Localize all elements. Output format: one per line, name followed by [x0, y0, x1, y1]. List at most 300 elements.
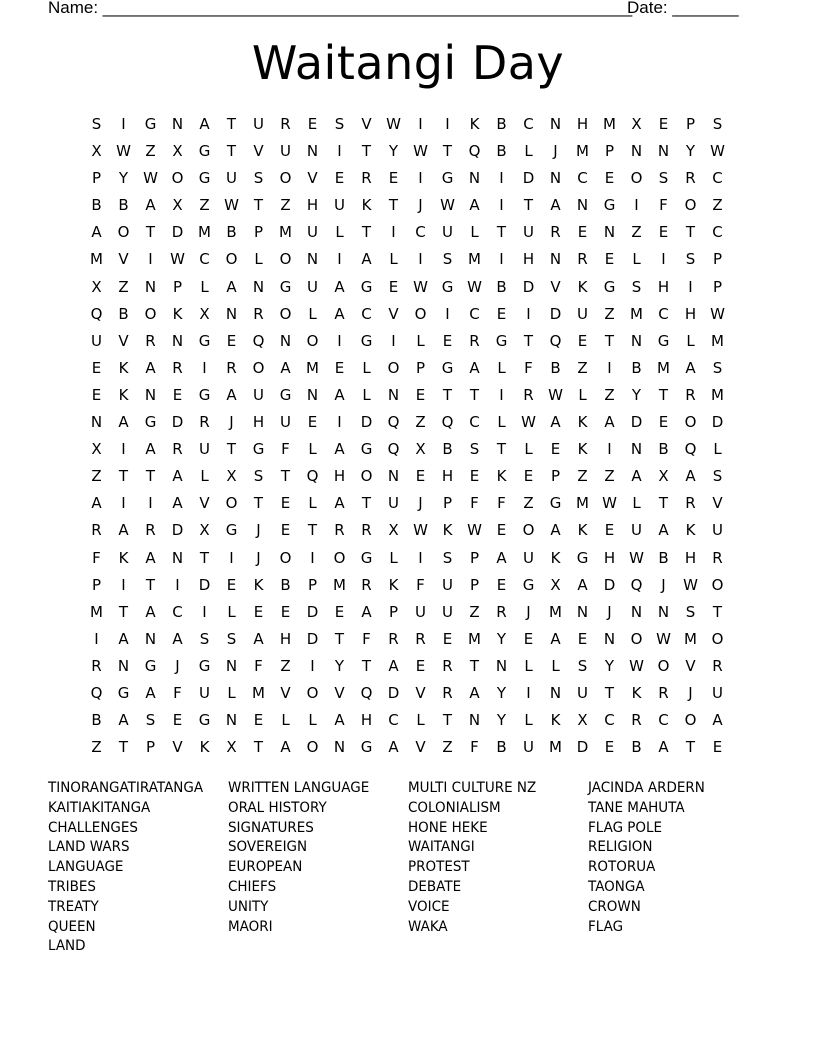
grid-letter: K	[361, 196, 372, 215]
grid-letter: O	[711, 575, 724, 594]
grid-letter: T	[604, 331, 615, 350]
grid-letter: R	[388, 629, 399, 648]
grid-letter: S	[91, 115, 102, 133]
grid-letter: R	[145, 521, 156, 540]
grid-letter: T	[523, 331, 534, 350]
grid-letter: K	[577, 277, 588, 296]
grid-letter: R	[253, 304, 264, 323]
grid-letter: E	[334, 602, 345, 621]
grid-letter: I	[310, 656, 315, 675]
grid-letter: N	[549, 683, 562, 702]
grid-letter: B	[658, 440, 669, 459]
grid-letter: S	[253, 467, 264, 486]
grid-letter: G	[198, 169, 211, 188]
grid-letter: V	[172, 738, 183, 757]
grid-letter: G	[360, 331, 373, 350]
grid-letter: A	[550, 196, 561, 215]
grid-letter: R	[172, 358, 183, 377]
grid-letter: D	[522, 169, 535, 188]
grid-letter: N	[90, 413, 103, 432]
grid-letter: M	[576, 142, 589, 161]
grid-letter: U	[199, 440, 210, 459]
grid-letter: R	[712, 656, 723, 675]
grid-letter: N	[144, 277, 157, 296]
grid-letter: A	[253, 629, 264, 648]
grid-letter: Q	[306, 467, 319, 486]
grid-letter: L	[524, 656, 533, 675]
grid-letter: V	[280, 683, 291, 702]
grid-letter: A	[685, 358, 696, 377]
grid-letter: G	[657, 331, 670, 350]
grid-letter: M	[603, 115, 616, 133]
grid-letter: R	[280, 115, 291, 133]
grid-letter: W	[521, 413, 536, 432]
word-list-item: CHALLENGES	[48, 819, 138, 836]
grid-letter: V	[118, 250, 129, 269]
grid-letter: X	[577, 711, 588, 730]
grid-letter: W	[116, 142, 131, 161]
grid-letter: B	[496, 142, 507, 161]
word-list-item: EUROPEAN	[228, 859, 303, 876]
grid-letter: V	[415, 683, 426, 702]
grid-letter: E	[658, 115, 669, 133]
grid-letter: G	[279, 277, 292, 296]
grid-letter: R	[442, 656, 453, 675]
grid-letter: T	[496, 223, 507, 242]
word-list-item: ORAL HISTORY	[228, 799, 327, 816]
grid-letter: K	[118, 548, 129, 567]
grid-letter: E	[172, 385, 183, 404]
grid-letter: U	[307, 277, 318, 296]
grid-letter: M	[657, 358, 670, 377]
grid-letter: Q	[90, 683, 103, 702]
grid-letter: R	[469, 331, 480, 350]
grid-letter: U	[442, 602, 453, 621]
grid-letter: T	[334, 629, 345, 648]
grid-letter: E	[523, 467, 534, 486]
grid-letter: N	[387, 467, 400, 486]
grid-letter: U	[442, 223, 453, 242]
grid-letter: E	[496, 304, 507, 323]
grid-letter: S	[442, 548, 453, 567]
grid-letter: H	[441, 467, 454, 486]
grid-letter: C	[199, 250, 210, 269]
word-list-item: WAITANGI	[408, 839, 475, 856]
grid-letter: M	[90, 250, 103, 269]
grid-letter: S	[226, 629, 237, 648]
grid-letter: J	[688, 683, 693, 702]
grid-letter: A	[118, 629, 129, 648]
grid-letter: O	[279, 304, 292, 323]
grid-letter: A	[550, 521, 561, 540]
grid-letter: B	[496, 277, 507, 296]
grid-letter: X	[91, 277, 102, 296]
grid-letter: K	[118, 358, 129, 377]
grid-letter: R	[334, 521, 345, 540]
grid-letter: I	[445, 115, 450, 133]
grid-letter: D	[522, 277, 535, 296]
grid-letter: I	[418, 250, 423, 269]
grid-letter: R	[361, 575, 372, 594]
grid-letter: U	[523, 223, 534, 242]
grid-letter: D	[306, 602, 319, 621]
grid-letter: O	[630, 169, 643, 188]
grid-letter: V	[307, 169, 318, 188]
grid-letter: S	[712, 115, 723, 133]
grid-letter: L	[578, 385, 587, 404]
grid-letter: N	[630, 602, 643, 621]
grid-letter: E	[334, 358, 345, 377]
grid-letter: A	[550, 629, 561, 648]
grid-letter: U	[631, 521, 642, 540]
grid-letter: D	[171, 413, 184, 432]
grid-letter: O	[414, 304, 427, 323]
grid-letter: G	[441, 358, 454, 377]
word-list-item: COLONIALISM	[408, 799, 501, 816]
grid-letter: P	[712, 250, 723, 269]
grid-letter: O	[684, 413, 697, 432]
grid-letter: E	[496, 575, 507, 594]
grid-letter: T	[712, 602, 723, 621]
grid-letter: T	[307, 521, 318, 540]
grid-letter: Y	[118, 169, 129, 188]
word-list-item: CHIEFS	[228, 878, 277, 895]
grid-letter: G	[144, 413, 157, 432]
grid-letter: A	[712, 711, 723, 730]
grid-letter: T	[253, 738, 264, 757]
grid-letter: I	[202, 358, 207, 377]
grid-letter: U	[523, 738, 534, 757]
grid-letter: F	[470, 738, 479, 757]
grid-letter: F	[416, 575, 425, 594]
grid-letter: V	[550, 277, 561, 296]
grid-letter: W	[224, 196, 239, 215]
grid-letter: W	[143, 169, 158, 188]
grid-letter: I	[121, 494, 126, 513]
grid-letter: K	[631, 683, 642, 702]
grid-letter: B	[550, 358, 561, 377]
grid-letter: A	[388, 656, 399, 675]
grid-letter: L	[281, 711, 290, 730]
grid-letter: A	[199, 115, 210, 133]
grid-letter: W	[467, 277, 482, 296]
grid-letter: R	[685, 169, 696, 188]
grid-letter: N	[657, 142, 670, 161]
grid-letter: A	[685, 467, 696, 486]
grid-letter: A	[145, 683, 156, 702]
grid-letter: I	[661, 250, 666, 269]
grid-letter: T	[658, 385, 669, 404]
grid-letter: G	[576, 548, 589, 567]
grid-letter: V	[388, 304, 399, 323]
grid-letter: Z	[604, 304, 615, 323]
grid-letter: I	[337, 331, 342, 350]
word-list-item: LAND	[48, 938, 86, 955]
grid-letter: I	[121, 575, 126, 594]
grid-letter: A	[334, 494, 345, 513]
grid-letter: R	[91, 521, 102, 540]
grid-letter: N	[603, 223, 616, 242]
grid-letter: R	[550, 223, 561, 242]
grid-letter: P	[604, 142, 615, 161]
grid-letter: C	[658, 304, 669, 323]
grid-letter: M	[684, 629, 697, 648]
grid-letter: H	[684, 304, 697, 323]
word-list-item: FLAG POLE	[588, 819, 663, 836]
grid-letter: H	[657, 277, 670, 296]
grid-letter: A	[172, 467, 183, 486]
grid-letter: Z	[91, 467, 102, 486]
date-field-label: Date: _______	[627, 0, 739, 17]
grid-letter: L	[308, 440, 317, 459]
grid-letter: R	[226, 358, 237, 377]
grid-letter: N	[468, 169, 481, 188]
grid-letter: E	[415, 385, 426, 404]
grid-letter: H	[522, 250, 535, 269]
grid-letter: L	[308, 304, 317, 323]
grid-letter: W	[602, 494, 617, 513]
grid-letter: A	[469, 358, 480, 377]
grid-letter: X	[658, 467, 669, 486]
grid-letter: G	[360, 277, 373, 296]
grid-letter: E	[604, 738, 615, 757]
grid-letter: Y	[334, 656, 345, 675]
grid-letter: G	[279, 385, 292, 404]
grid-letter: Z	[280, 196, 291, 215]
grid-letter: A	[631, 467, 642, 486]
grid-letter: T	[226, 115, 237, 133]
grid-letter: K	[685, 521, 696, 540]
grid-letter: T	[253, 494, 264, 513]
word-list-item: TANE MAHUTA	[588, 799, 685, 816]
word-list-item: QUEEN	[48, 918, 96, 935]
grid-letter: K	[199, 738, 210, 757]
grid-letter: O	[306, 738, 319, 757]
grid-letter: T	[388, 196, 399, 215]
grid-letter: E	[577, 629, 588, 648]
grid-letter: F	[362, 629, 371, 648]
grid-letter: H	[576, 115, 589, 133]
grid-letter: E	[91, 385, 102, 404]
grid-letter: I	[634, 196, 639, 215]
grid-letter: D	[306, 629, 319, 648]
grid-letter: J	[256, 548, 261, 567]
grid-letter: G	[495, 331, 508, 350]
grid-letter: N	[306, 385, 319, 404]
word-list-item: JACINDA ARDERN	[588, 780, 705, 796]
grid-letter: I	[337, 142, 342, 161]
grid-letter: A	[658, 738, 669, 757]
grid-letter: L	[416, 711, 425, 730]
grid-letter: M	[630, 304, 643, 323]
grid-letter: B	[658, 548, 669, 567]
grid-letter: R	[361, 169, 372, 188]
grid-letter: L	[389, 548, 398, 567]
grid-letter: T	[604, 683, 615, 702]
grid-letter: O	[387, 358, 400, 377]
grid-letter: L	[227, 683, 236, 702]
grid-letter: N	[225, 656, 238, 675]
grid-letter: D	[576, 738, 589, 757]
grid-letter: W	[440, 196, 455, 215]
grid-letter: V	[685, 656, 696, 675]
grid-letter: U	[253, 115, 264, 133]
grid-letter: F	[659, 196, 668, 215]
grid-letter: P	[91, 169, 102, 188]
word-list-item: HONE HEKE	[408, 819, 488, 836]
grid-letter: Q	[90, 304, 103, 323]
grid-letter: M	[576, 494, 589, 513]
grid-letter: I	[121, 440, 126, 459]
grid-letter: I	[607, 440, 612, 459]
grid-letter: T	[685, 223, 696, 242]
grid-letter: J	[418, 494, 423, 513]
word-list-item: TINORANGATIRATANGA	[48, 780, 204, 796]
grid-letter: E	[658, 413, 669, 432]
grid-letter: T	[361, 223, 372, 242]
grid-letter: O	[522, 521, 535, 540]
grid-letter: A	[361, 250, 372, 269]
grid-letter: T	[361, 494, 372, 513]
grid-letter: E	[712, 738, 723, 757]
grid-letter: J	[661, 575, 666, 594]
grid-letter: N	[225, 304, 238, 323]
grid-letter: N	[252, 277, 265, 296]
grid-letter: H	[360, 711, 373, 730]
grid-letter: T	[118, 467, 129, 486]
word-list-item: VOICE	[408, 898, 450, 915]
grid-letter: O	[225, 250, 238, 269]
grid-letter: L	[308, 494, 317, 513]
grid-letter: E	[253, 711, 264, 730]
grid-letter: W	[683, 575, 698, 594]
word-column	[588, 779, 768, 937]
grid-letter: A	[334, 440, 345, 459]
grid-letter: L	[335, 223, 344, 242]
grid-letter: I	[607, 358, 612, 377]
grid-letter: Z	[631, 223, 642, 242]
grid-letter: W	[710, 304, 725, 323]
grid-letter: M	[90, 602, 103, 621]
grid-letter: L	[524, 440, 533, 459]
grid-letter: B	[91, 711, 102, 730]
grid-letter: P	[550, 467, 561, 486]
grid-letter: B	[280, 575, 291, 594]
grid-letter: A	[118, 521, 129, 540]
grid-letter: E	[280, 602, 291, 621]
grid-letter: L	[470, 223, 479, 242]
grid-letter: V	[334, 683, 345, 702]
grid-letter: H	[603, 548, 616, 567]
grid-letter: I	[121, 115, 126, 133]
grid-letter: A	[334, 304, 345, 323]
grid-letter: R	[631, 711, 642, 730]
grid-letter: C	[523, 115, 534, 133]
grid-letter: M	[549, 738, 562, 757]
grid-letter: V	[712, 494, 723, 513]
grid-letter: Q	[630, 575, 643, 594]
grid-letter: D	[360, 413, 373, 432]
grid-letter: X	[631, 115, 642, 133]
grid-letter: S	[334, 115, 345, 133]
grid-letter: A	[91, 494, 102, 513]
grid-letter: S	[712, 467, 723, 486]
grid-letter: E	[415, 656, 426, 675]
grid-letter: U	[415, 602, 426, 621]
grid-letter: I	[499, 250, 504, 269]
grid-letter: Z	[712, 196, 723, 215]
grid-letter: O	[657, 656, 670, 675]
grid-letter: S	[685, 602, 696, 621]
grid-letter: J	[607, 602, 612, 621]
grid-letter: K	[496, 467, 507, 486]
grid-letter: T	[145, 575, 156, 594]
grid-letter: G	[198, 385, 211, 404]
grid-letter: A	[280, 358, 291, 377]
word-list-item: SOVEREIGN	[228, 839, 308, 856]
grid-letter: T	[253, 196, 264, 215]
grid-letter: P	[469, 548, 480, 567]
grid-letter: N	[333, 738, 346, 757]
grid-letter: L	[227, 602, 236, 621]
grid-letter: Y	[388, 142, 399, 161]
grid-letter: N	[630, 440, 643, 459]
grid-letter: L	[200, 277, 209, 296]
grid-letter: K	[118, 385, 129, 404]
grid-letter: L	[254, 250, 263, 269]
grid-letter: K	[469, 115, 480, 133]
grid-letter: X	[226, 738, 237, 757]
grid-letter: R	[91, 656, 102, 675]
grid-letter: Z	[523, 494, 534, 513]
grid-letter: B	[118, 196, 129, 215]
grid-letter: N	[144, 629, 157, 648]
grid-letter: E	[334, 169, 345, 188]
grid-letter: U	[91, 331, 102, 350]
grid-letter: I	[499, 385, 504, 404]
grid-letter: Q	[252, 331, 265, 350]
grid-letter: J	[553, 142, 558, 161]
grid-letter: H	[306, 196, 319, 215]
grid-letter: Y	[496, 629, 507, 648]
grid-letter: O	[279, 169, 292, 188]
word-list-item: CROWN	[588, 898, 641, 915]
grid-letter: G	[603, 277, 616, 296]
grid-letter: I	[148, 250, 153, 269]
word-column	[48, 779, 228, 957]
grid-letter: F	[524, 358, 533, 377]
grid-letter: E	[172, 711, 183, 730]
grid-letter: C	[577, 169, 588, 188]
grid-letter: Y	[685, 142, 696, 161]
grid-letter: P	[307, 575, 318, 594]
grid-letter: F	[173, 683, 182, 702]
grid-letter: O	[171, 169, 184, 188]
grid-letter: J	[229, 413, 234, 432]
word-list-item: KAITIAKITANGA	[48, 799, 151, 816]
grid-letter: I	[499, 169, 504, 188]
grid-letter: Z	[280, 656, 291, 675]
grid-letter: L	[632, 494, 641, 513]
grid-letter: Q	[684, 440, 697, 459]
grid-letter: P	[253, 223, 264, 242]
grid-letter: E	[442, 629, 453, 648]
grid-letter: A	[361, 602, 372, 621]
grid-letter: Q	[468, 142, 481, 161]
grid-letter: L	[416, 331, 425, 350]
word-list-item: RELIGION	[588, 839, 653, 856]
grid-letter: E	[307, 413, 318, 432]
